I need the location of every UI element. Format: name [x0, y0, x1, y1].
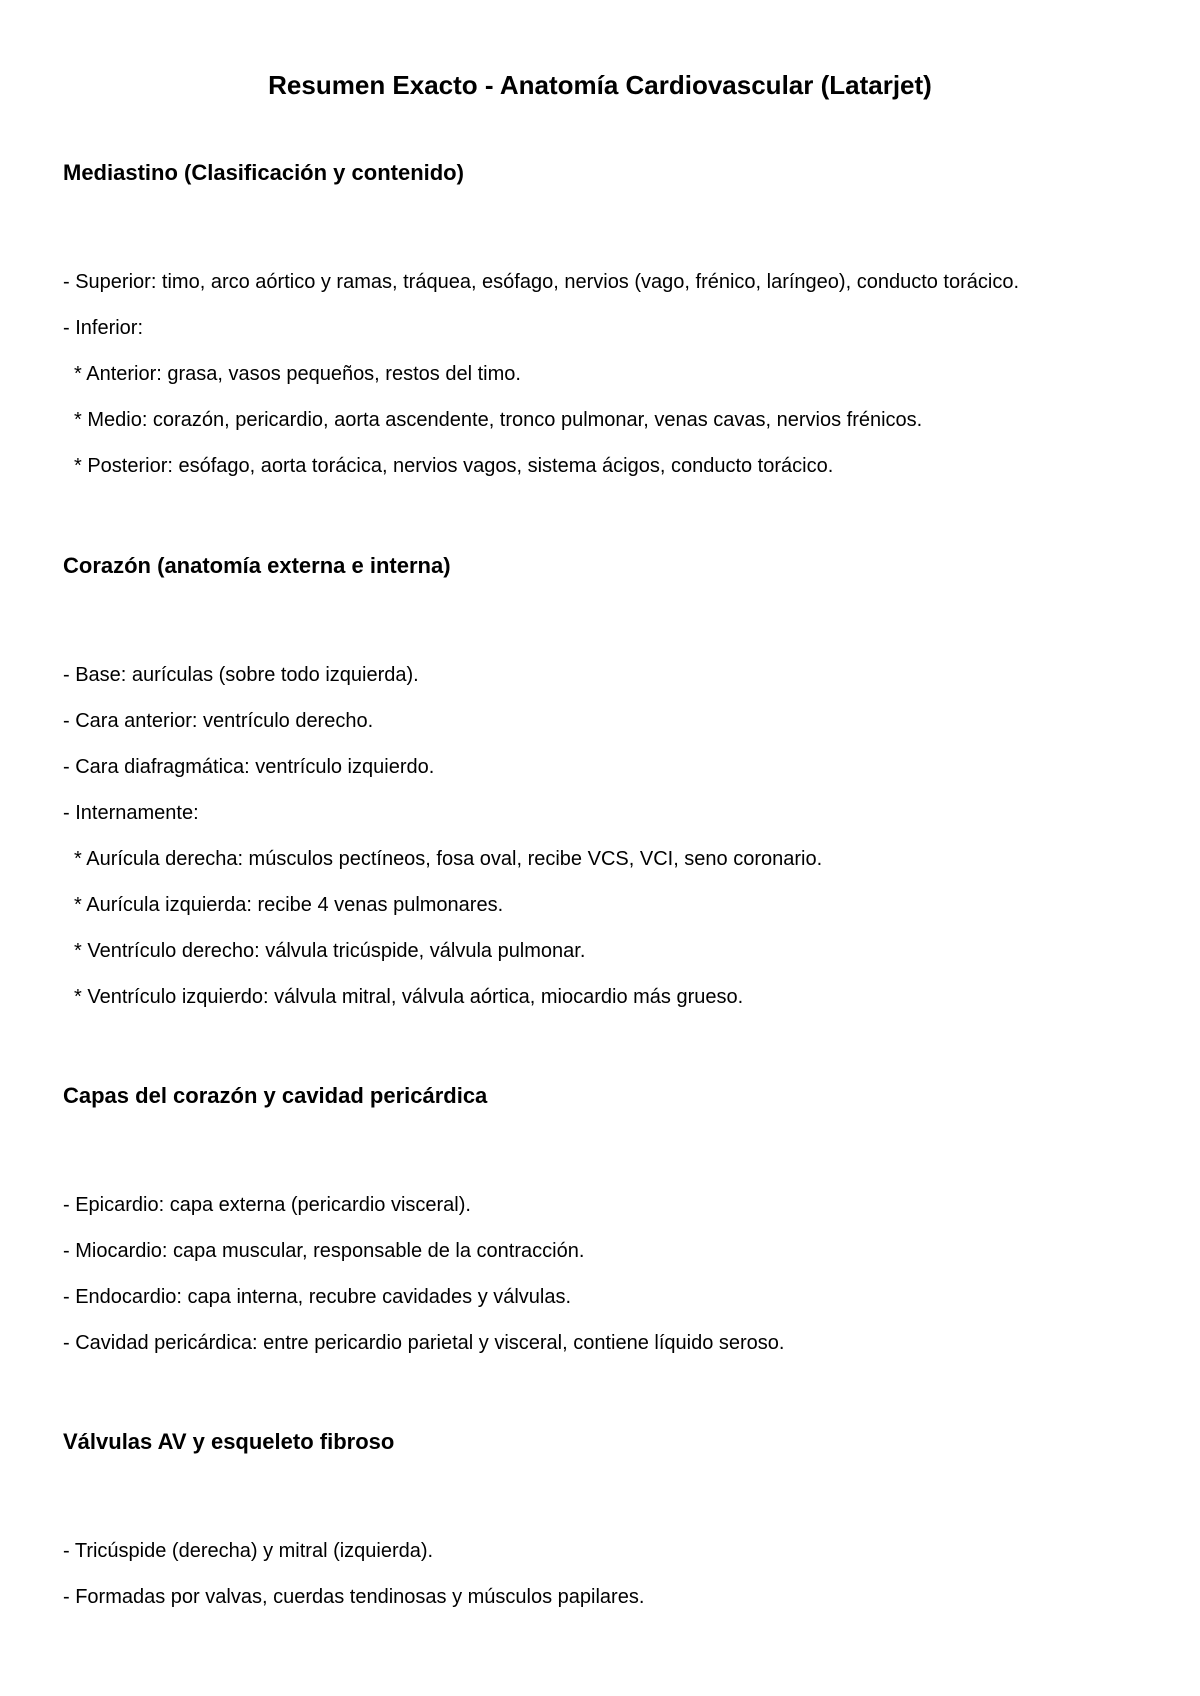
list-item: * Posterior: esófago, aorta torácica, nervios vagos, sistema ácigos, conducto torácico. [74, 455, 834, 477]
list-item: - Miocardio: capa muscular, responsable de la contracción. [63, 1240, 585, 1262]
section-heading-corazon: Corazón (anatomía externa e interna) [63, 553, 451, 578]
section-heading-capas: Capas del corazón y cavidad pericárdica [63, 1083, 488, 1108]
list-item: * Aurícula derecha: músculos pectíneos, fosa oval, recibe VCS, VCI, seno coronario. [74, 848, 823, 870]
list-item: - Internamente: [63, 802, 199, 824]
section-heading-mediastino: Mediastino (Clasificación y contenido) [63, 160, 464, 185]
section-heading-valvulas: Válvulas AV y esqueleto fibroso [63, 1429, 395, 1454]
document-title: Resumen Exacto - Anatomía Cardiovascular (Latarjet) [268, 70, 932, 100]
list-item: - Cara anterior: ventrículo derecho. [63, 710, 374, 732]
list-item: * Aurícula izquierda: recibe 4 venas pulmonares. [74, 894, 504, 916]
list-item: - Formadas por valvas, cuerdas tendinosas y músculos papilares. [63, 1586, 645, 1608]
list-item: * Anterior: grasa, vasos pequeños, restos del timo. [74, 363, 521, 385]
list-item: * Ventrículo izquierdo: válvula mitral, válvula aórtica, miocardio más grueso. [74, 986, 744, 1008]
list-item: - Endocardio: capa interna, recubre cavidades y válvulas. [63, 1286, 572, 1308]
list-item: - Superior: timo, arco aórtico y ramas, tráquea, esófago, nervios (vago, frénico, laríngeo), conducto torácico. [63, 271, 1020, 293]
list-item: - Tricúspide (derecha) y mitral (izquierda). [63, 1540, 434, 1562]
list-item: - Base: aurículas (sobre todo izquierda). [63, 664, 419, 686]
list-item: - Inferior: [63, 317, 144, 339]
list-item: - Cara diafragmática: ventrículo izquierdo. [63, 756, 435, 778]
list-item: * Medio: corazón, pericardio, aorta ascendente, tronco pulmonar, venas cavas, nervios frénicos. [74, 409, 923, 431]
list-item: - Cavidad pericárdica: entre pericardio parietal y visceral, contiene líquido seroso. [63, 1332, 785, 1354]
list-item: * Ventrículo derecho: válvula tricúspide, válvula pulmonar. [74, 940, 586, 962]
list-item: - Epicardio: capa externa (pericardio visceral). [63, 1194, 471, 1216]
